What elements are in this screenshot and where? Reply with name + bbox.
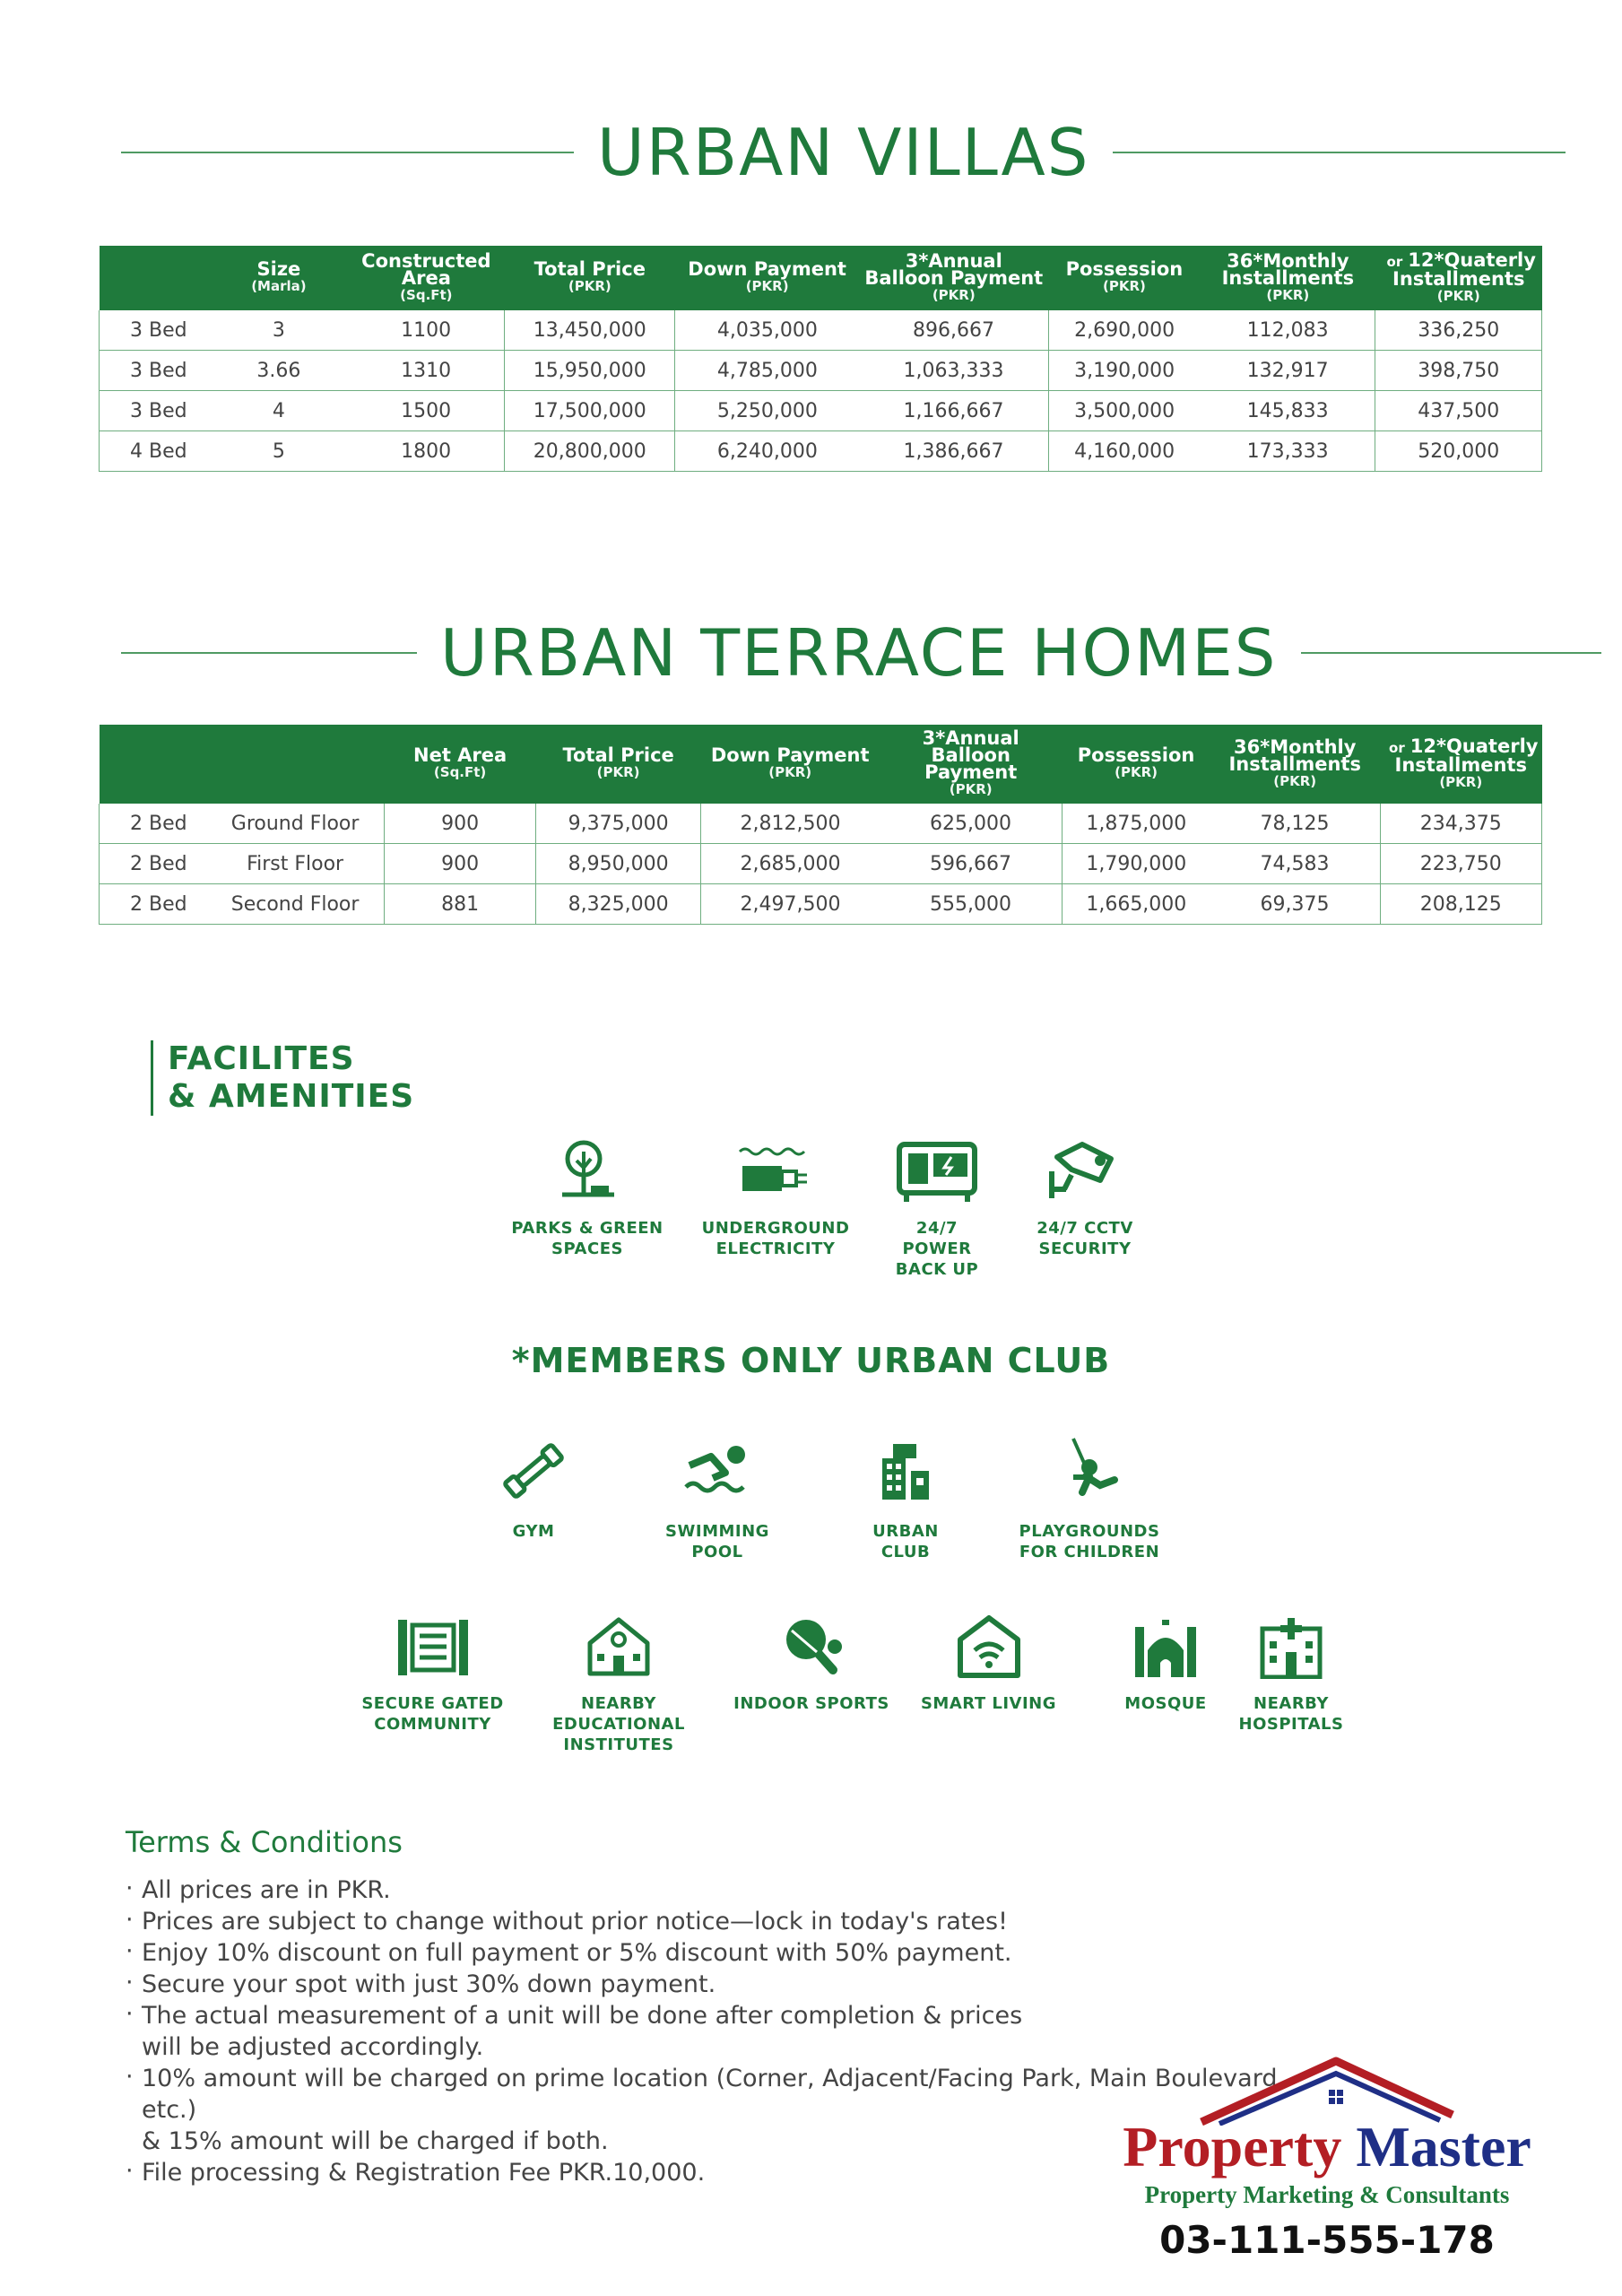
table-cell: 896,667: [859, 310, 1048, 351]
villas-header-down: Down Payment (PKR): [675, 246, 860, 310]
villas-header-monthly: 36*Monthly Installments (PKR): [1201, 246, 1375, 310]
table-cell: 234,375: [1380, 804, 1541, 844]
urban-villas-price-table: [99, 246, 1542, 472]
terrace-header-net-area: Net Area (Sq.Ft): [385, 725, 536, 804]
amenity-smart-living: [915, 1614, 1063, 1714]
underground-cable-icon: [735, 1139, 816, 1204]
table-cell: 2 Bed: [100, 844, 207, 884]
table-cell: 208,125: [1380, 884, 1541, 925]
terrace-header-total: Total Price (PKR): [536, 725, 701, 804]
terms-item: · The actual measurement of a unit will be done after completion & prices will be adjusted accordingly.: [126, 2000, 1291, 2063]
amenity-educational: [547, 1614, 690, 1755]
table-cell: 4: [272, 399, 285, 422]
table-cell: 78,125: [1210, 804, 1380, 844]
buildings-icon: [870, 1435, 941, 1507]
table-cell: 1,386,667: [859, 431, 1048, 472]
urban-terrace-title-row: [0, 615, 1622, 691]
villas-header-balloon: 3*Annual Balloon Payment (PKR): [859, 246, 1048, 310]
park-tree-icon: [551, 1139, 623, 1204]
amenity-indoor-sports: [731, 1614, 892, 1714]
terms-item: · Prices are subject to change without prior notice—lock in today's rates!: [126, 1906, 1291, 1937]
table-cell: 1,665,000: [1086, 892, 1187, 916]
table-cell: 145,833: [1201, 391, 1375, 431]
table-cell: 3.66: [256, 359, 301, 382]
table-cell: 2,685,000: [740, 852, 841, 875]
table-cell: 1500: [348, 391, 505, 431]
smart-home-wifi-icon: [953, 1614, 1025, 1679]
terrace-header-row: [100, 725, 1542, 804]
villas-header-total: Total Price (PKR): [505, 246, 675, 310]
club-gym: [475, 1435, 592, 1542]
table-cell: First Floor: [206, 844, 385, 884]
amenity-label: SMART LIVING: [920, 1694, 1057, 1713]
title-rule-right: [1301, 652, 1601, 654]
club-urban-club: [852, 1435, 959, 1562]
facilities-heading: [151, 1040, 414, 1116]
club-swimming-pool: [655, 1435, 780, 1562]
table-cell: 881: [385, 884, 536, 925]
amenity-underground-electricity: [690, 1139, 861, 1259]
amenity-label: URBAN CLUB: [872, 1522, 939, 1561]
table-cell: 2,497,500: [740, 892, 841, 916]
table-cell: 520,000: [1375, 431, 1542, 472]
table-cell: 4 Bed: [100, 431, 210, 472]
generator-icon: [892, 1139, 982, 1204]
amenity-hospitals: [1237, 1614, 1345, 1735]
table-cell: 20,800,000: [505, 431, 675, 472]
terrace-header-possession: Possession (PKR): [1063, 725, 1210, 804]
table-cell: 1800: [348, 431, 505, 472]
property-master-logo: [1094, 2054, 1560, 2262]
school-icon: [583, 1614, 655, 1679]
table-cell: 9,375,000: [536, 804, 701, 844]
amenity-label: PARKS & GREEN SPACES: [511, 1219, 664, 1258]
hospital-icon: [1255, 1614, 1327, 1679]
terms-item: · File processing & Registration Fee PKR.10,000.: [126, 2157, 1291, 2188]
terms-item: · 10% amount will be charged on prime location (Corner, Adjacent/Facing Park, Main Boulevard etc.) & 15% amount will be charged if both.: [126, 2063, 1291, 2157]
table-cell: 900: [385, 844, 536, 884]
gate-icon: [393, 1614, 473, 1679]
amenity-label: NEARBY HOSPITALS: [1238, 1694, 1344, 1734]
table-cell: 112,083: [1201, 310, 1375, 351]
title-rule-left: [121, 152, 574, 153]
contact-phone: 03-111-555-178: [1159, 2218, 1495, 2262]
villas-header-row: [100, 246, 1542, 310]
amenity-parks: [502, 1139, 672, 1259]
urban-terrace-title: URBAN TERRACE HOMES: [440, 615, 1278, 691]
table-cell: 2 Bed: [100, 804, 207, 844]
logo-brand-name: [1094, 2115, 1560, 2179]
table-cell: 596,667: [880, 844, 1063, 884]
villas-header-size: Size (Marla): [210, 246, 348, 310]
table-cell: 1,875,000: [1086, 812, 1187, 835]
table-row: [100, 310, 1542, 351]
table-cell: 900: [385, 804, 536, 844]
table-tennis-icon: [776, 1614, 847, 1679]
table-cell: 555,000: [880, 884, 1063, 925]
table-row: [100, 884, 1542, 925]
urban-terrace-price-table: [99, 725, 1542, 925]
title-rule-right: [1113, 152, 1566, 153]
table-cell: 2,812,500: [740, 812, 841, 835]
table-row: [100, 391, 1542, 431]
terrace-header-blank-2: [206, 725, 385, 804]
amenity-label: SECURE GATED COMMUNITY: [361, 1694, 504, 1734]
amenity-label: PLAYGROUNDS FOR CHILDREN: [1019, 1522, 1160, 1561]
table-cell: 2 Bed: [100, 884, 207, 925]
terrace-header-down: Down Payment (PKR): [701, 725, 880, 804]
amenity-label: INDOOR SPORTS: [733, 1694, 889, 1713]
facilities-heading-line2: & AMENITIES: [168, 1078, 415, 1115]
terrace-header-quarterly: or 12*Quaterly Installments (PKR): [1380, 725, 1541, 804]
table-cell: 437,500: [1375, 391, 1542, 431]
table-cell: 69,375: [1210, 884, 1380, 925]
table-cell: 4,160,000: [1074, 439, 1175, 463]
table-cell: 1,166,667: [859, 391, 1048, 431]
table-cell: 398,750: [1375, 351, 1542, 391]
table-cell: 5,250,000: [716, 399, 818, 422]
table-cell: 3,500,000: [1074, 399, 1175, 422]
urban-villas-title-row: [0, 115, 1622, 190]
table-cell: 3,190,000: [1074, 359, 1175, 382]
table-cell: 74,583: [1210, 844, 1380, 884]
terms-item: · All prices are in PKR.: [126, 1874, 1291, 1906]
table-cell: 336,250: [1375, 310, 1542, 351]
amenity-label: UNDERGROUND ELECTRICITY: [701, 1219, 850, 1258]
swimmer-icon: [677, 1435, 758, 1507]
table-row: [100, 804, 1542, 844]
table-cell: 17,500,000: [505, 391, 675, 431]
table-row: [100, 431, 1542, 472]
villas-header-blank: [100, 246, 210, 310]
terrace-header-monthly: 36*Monthly Installments (PKR): [1210, 725, 1380, 804]
logo-brand-part1: Property: [1123, 2115, 1342, 2179]
amenity-label: MOSQUE: [1124, 1694, 1207, 1713]
swing-child-icon: [1054, 1435, 1125, 1507]
dumbbell-icon: [498, 1435, 569, 1507]
villas-header-area: Constructed Area (Sq.Ft): [348, 246, 505, 310]
members-club-title: *MEMBERS ONLY URBAN CLUB: [511, 1341, 1111, 1380]
table-cell: 223,750: [1380, 844, 1541, 884]
club-playgrounds: [1013, 1435, 1166, 1562]
urban-villas-title: URBAN VILLAS: [597, 115, 1090, 190]
table-cell: 3 Bed: [100, 310, 210, 351]
amenity-power-backup: [879, 1139, 995, 1280]
table-cell: 3: [272, 318, 285, 342]
terms-item: · Enjoy 10% discount on full payment or 5% discount with 50% payment.: [126, 1937, 1291, 1969]
amenity-label: 24/7 POWER BACK UP: [895, 1219, 979, 1279]
amenity-mosque: [1112, 1614, 1219, 1714]
table-row: [100, 844, 1542, 884]
table-cell: 4,785,000: [716, 359, 818, 382]
table-cell: 1100: [348, 310, 505, 351]
mosque-icon: [1130, 1614, 1201, 1679]
table-cell: 5: [272, 439, 285, 463]
amenity-label: 24/7 CCTV SECURITY: [1037, 1219, 1133, 1258]
terms-title: Terms & Conditions: [126, 1825, 403, 1859]
table-cell: 3 Bed: [100, 391, 210, 431]
amenity-label: NEARBY EDUCATIONAL INSTITUTES: [552, 1694, 685, 1754]
terms-item: · Secure your spot with just 30% down payment.: [126, 1969, 1291, 2000]
table-cell: 15,950,000: [505, 351, 675, 391]
amenity-gated-community: [359, 1614, 507, 1735]
table-cell: 13,450,000: [505, 310, 675, 351]
amenity-label: SWIMMING POOL: [665, 1522, 769, 1561]
villas-header-possession: Possession (PKR): [1048, 246, 1201, 310]
table-cell: 2,690,000: [1074, 318, 1175, 342]
title-rule-left: [121, 652, 417, 654]
terrace-header-balloon: 3*Annual Balloon Payment (PKR): [880, 725, 1063, 804]
amenity-cctv: [1022, 1139, 1148, 1259]
logo-brand-part2: Master: [1356, 2115, 1531, 2179]
table-cell: 132,917: [1201, 351, 1375, 391]
table-cell: 3 Bed: [100, 351, 210, 391]
cctv-camera-icon: [1045, 1139, 1125, 1204]
villas-header-quarterly: or 12*Quaterly Installments (PKR): [1375, 246, 1542, 310]
facilities-heading-line1: FACILITES: [168, 1040, 355, 1077]
table-cell: 173,333: [1201, 431, 1375, 472]
logo-tagline: Property Marketing & Consultants: [1144, 2181, 1510, 2208]
table-cell: Ground Floor: [206, 804, 385, 844]
table-cell: Second Floor: [206, 884, 385, 925]
table-cell: 1,063,333: [859, 351, 1048, 391]
table-cell: 8,325,000: [536, 884, 701, 925]
table-row: [100, 351, 1542, 391]
table-cell: 8,950,000: [536, 844, 701, 884]
terrace-header-blank: [100, 725, 207, 804]
table-cell: 1310: [348, 351, 505, 391]
amenity-label: GYM: [512, 1522, 555, 1541]
table-cell: 1,790,000: [1086, 852, 1187, 875]
table-cell: 4,035,000: [716, 318, 818, 342]
table-cell: 6,240,000: [716, 439, 818, 463]
table-cell: 625,000: [880, 804, 1063, 844]
